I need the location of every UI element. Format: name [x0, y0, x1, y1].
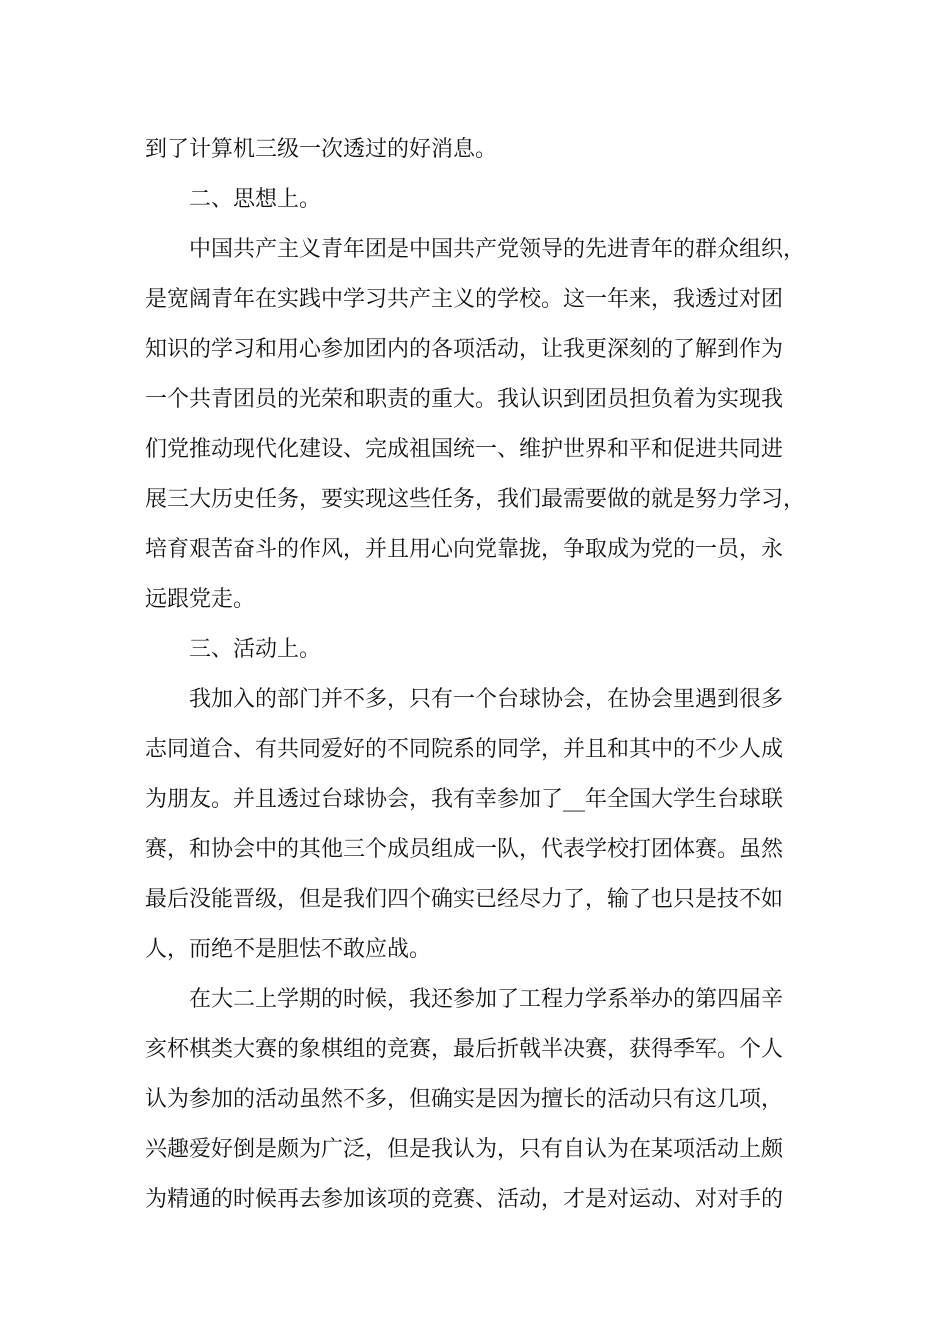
text-line: 远跟党走。: [145, 587, 256, 612]
text-line: 最后没能晋级，但是我们四个确实已经尽力了，输了也只是技不如: [145, 887, 784, 912]
text-line: 培育艰苦奋斗的作风，并且用心向党靠拢，争取成为党的一员，永: [145, 537, 784, 562]
text-line: 是宽阔青年在实践中学习共产主义的学校。这一年来，我透过对团: [145, 287, 784, 312]
paragraph-first-line: 中国共产主义青年团是中国共产党领导的先进青年的群众组织，: [189, 237, 806, 262]
text-line: 人，而绝不是胆怯不敢应战。: [145, 937, 432, 962]
paragraph-first-line: 我加入的部门并不多，只有一个台球协会，在协会里遇到很多: [189, 687, 784, 712]
text-line: 兴趣爱好倒是颇为广泛，但是我认为，只有自认为在某项活动上颇: [145, 1137, 784, 1162]
section-heading: 二、思想上。: [189, 187, 322, 212]
text-line: 认为参加的活动虽然不多，但确实是因为擅长的活动只有这几项，: [145, 1087, 784, 1112]
text-line: 志同道合、有共同爱好的不同院系的同学，并且和其中的不少人成: [145, 737, 784, 762]
text-line: 一个共青团员的光荣和职责的重大。我认识到团员担负着为实现我: [145, 387, 784, 412]
text-line: 亥杯棋类大赛的象棋组的竞赛，最后折戟半决赛，获得季军。个人: [145, 1037, 784, 1062]
section-heading: 三、活动上。: [189, 637, 322, 662]
paragraph-first-line: 在大二上学期的时候，我还参加了工程力学系举办的第四届辛: [189, 987, 784, 1012]
text-line: 展三大历史任务，要实现这些任务，我们最需要做的就是努力学习，: [145, 487, 806, 512]
text-line: 到了计算机三级一次透过的好消息。: [145, 137, 498, 162]
text-line: 知识的学习和用心参加团内的各项活动，让我更深刻的了解到作为: [145, 337, 784, 362]
text-line: 们党推动现代化建设、完成祖国统一、维护世界和平和促进共同进: [145, 437, 784, 462]
text-line: 赛，和协会中的其他三个成员组成一队，代表学校打团体赛。虽然: [145, 837, 784, 862]
text-line: 为朋友。并且透过台球协会，我有幸参加了__年全国大学生台球联: [145, 787, 784, 812]
text-line: 为精通的时候再去参加该项的竞赛、活动，才是对运动、对对手的: [145, 1187, 784, 1212]
